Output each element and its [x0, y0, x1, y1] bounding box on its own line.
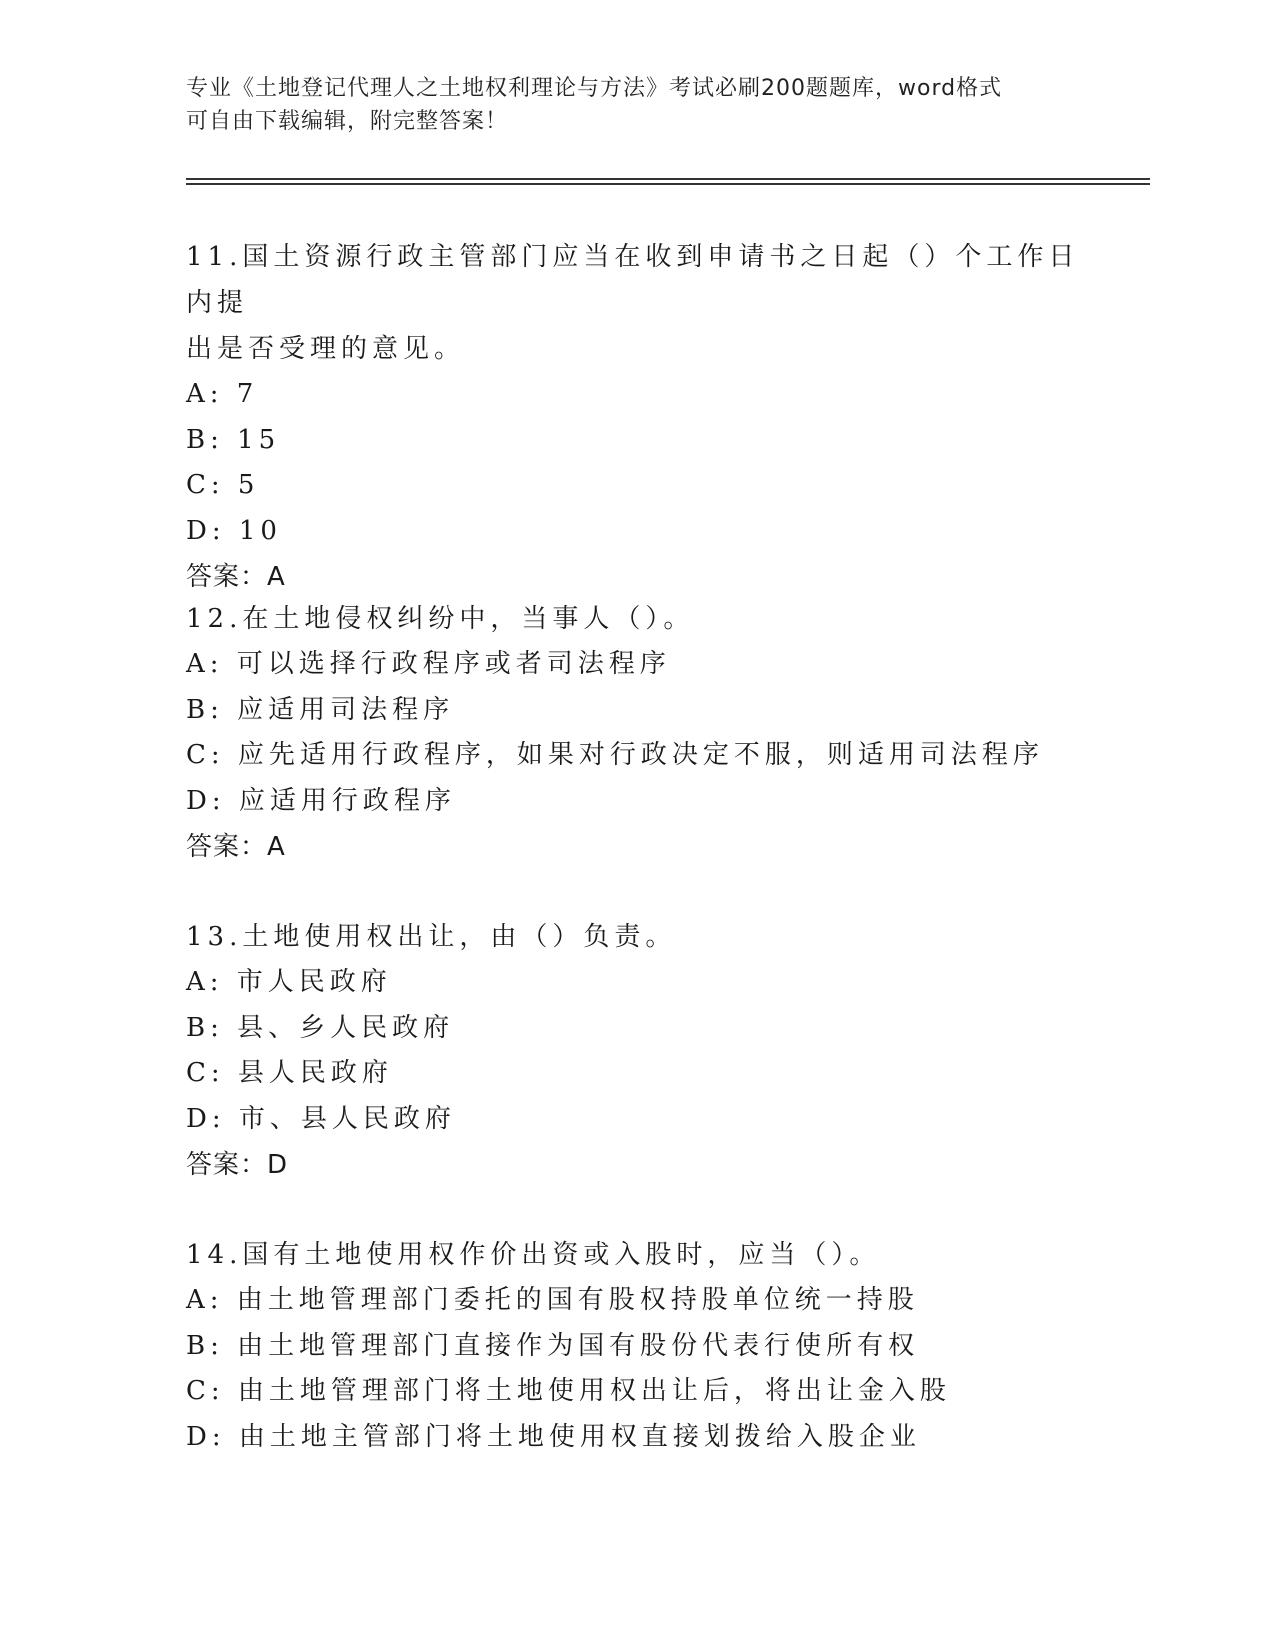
option-b: B: 15	[186, 424, 281, 455]
option-a: A: 由土地管理部门委托的国有股权持股单位统一持股	[186, 1285, 919, 1315]
option-a: A: 市人民政府	[186, 967, 392, 997]
header-divider-bottom	[186, 183, 1150, 185]
question-stem: 14.国有土地使用权作价出资或入股时，应当（）。	[186, 1240, 881, 1270]
header-line-1: 专业《土地登记代理人之土地权利理论与方法》考试必刷200题题库，word格式	[186, 76, 1003, 101]
question-stem: 11.国土资源行政主管部门应当在收到申请书之日起（）个工作日内提	[186, 242, 1080, 318]
option-a: A: 可以选择行政程序或者司法程序	[186, 649, 671, 679]
answer-line: 答案：D	[186, 1150, 289, 1180]
option-b: B: 应适用司法程序	[186, 694, 455, 725]
option-c: C: 由土地管理部门将土地使用权出让后，将出让金入股	[186, 1376, 951, 1406]
option-d: D: 应适用行政程序	[186, 785, 456, 816]
question-stem: 13.土地使用权出让，由（）负责。	[186, 922, 677, 952]
option-b: B: 由土地管理部门直接作为国有股份代表行使所有权	[186, 1330, 920, 1361]
document-header	[186, 72, 1066, 138]
question-11	[186, 234, 1086, 600]
header-divider-top	[186, 178, 1150, 180]
header-line-2: 可自由下载编辑，附完整答案！	[186, 109, 509, 134]
question-13	[186, 914, 1086, 1188]
option-a: A: 7	[186, 379, 259, 409]
option-d: D: 由土地主管部门将土地使用权直接划拨给入股企业	[186, 1421, 921, 1452]
option-c: C: 县人民政府	[186, 1058, 393, 1088]
question-stem-continued: 出是否受理的意见。	[186, 334, 466, 364]
answer-line: 答案：A	[186, 562, 286, 592]
question-stem: 12.在土地侵权纠纷中，当事人（）。	[186, 604, 695, 634]
option-b: B: 县、乡人民政府	[186, 1012, 455, 1043]
option-d: D: 市、县人民政府	[186, 1103, 456, 1134]
option-d: D: 10	[186, 515, 282, 546]
option-c: C: 应先适用行政程序，如果对行政决定不服，则适用司法程序	[186, 740, 1044, 770]
question-14	[186, 1232, 1086, 1460]
answer-line: 答案：A	[186, 832, 286, 862]
option-c: C: 5	[186, 470, 260, 500]
question-12	[186, 596, 1086, 870]
